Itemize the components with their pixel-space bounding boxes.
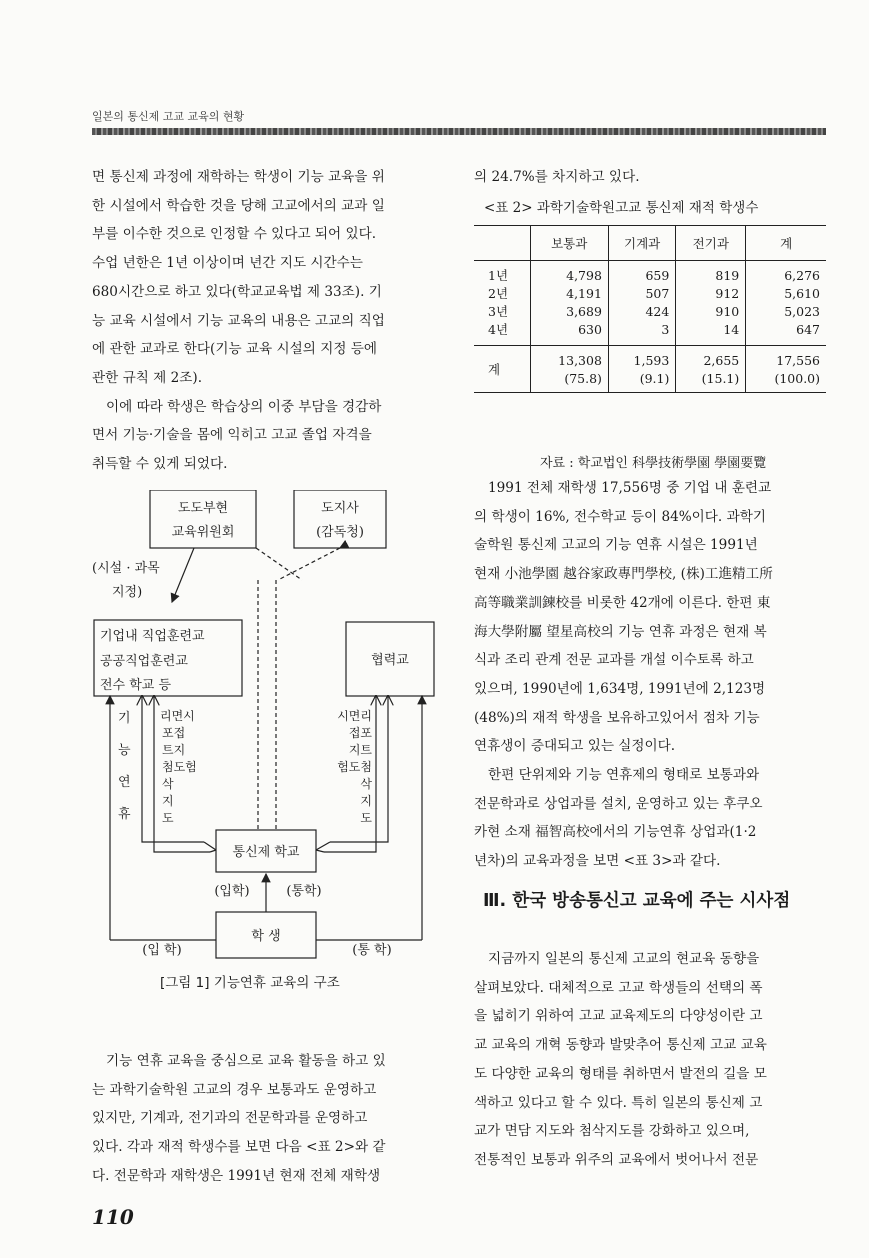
table-header-cell: 전기과: [676, 226, 746, 261]
text-line: 부를 이수한 것으로 인정할 수 있다고 되어 있다.: [92, 226, 377, 243]
text-line: 색하고 있다고 할 수 있다. 특히 일본의 통신제 고: [474, 1094, 763, 1111]
table-header-cell: 보통과: [530, 226, 608, 261]
governor-label-1: 도지사: [321, 501, 359, 516]
table-cell: 5,023: [746, 303, 826, 321]
right-paragraph-1: [474, 474, 827, 876]
vertical-label-3: 연: [118, 775, 131, 790]
text-line: 있으며, 1990년에 1,634명, 1991년에 2,123명: [474, 680, 766, 697]
right-line-top: [474, 163, 827, 192]
enroll-mid-label: (입학): [214, 884, 250, 899]
training-label-3: 전수 학교 등: [100, 678, 172, 693]
table-cell: 507: [608, 285, 675, 303]
text-line: 살펴보았다. 대체적으로 고교 학생들의 선택의 폭: [474, 979, 763, 996]
table-cell: 910: [676, 303, 746, 321]
left-paragraph-3: [92, 1047, 447, 1191]
partner-label: 협력교: [371, 653, 409, 668]
text-line: 의 학생이 16%, 전수학교 등이 84%이다. 과학기: [474, 508, 766, 525]
page-number: 110: [92, 1205, 134, 1229]
enrollment-table: [474, 225, 826, 393]
running-header: 일본의 통신제 고교 교육의 현황: [92, 110, 245, 123]
right-section-body: [474, 945, 827, 1175]
table-cell: [746, 346, 826, 393]
text-line: 능 교육 시설에서 기능 교육의 내용은 고교의 직업: [92, 312, 385, 329]
training-label-1: 기업내 직업훈련교: [100, 629, 205, 644]
table-header-cell: 기계과: [608, 226, 675, 261]
text-line: 도 다양한 교육의 형태를 취하면서 발전의 길을 모: [474, 1065, 767, 1082]
table-cell: 819: [676, 261, 746, 286]
table-cell: 4,798: [530, 261, 608, 286]
text-line: 교 교육의 개혁 동향과 발맞추어 통신제 고교 교육: [474, 1037, 767, 1054]
table-cell: [608, 346, 675, 393]
text-line: (48%)의 재적 학생을 보유하고있어서 점차 기능: [474, 709, 760, 726]
right-inner-4: 험도첨: [337, 760, 372, 774]
total-pct: (9.1): [639, 371, 670, 386]
prefecture-label-1: 도도부현: [177, 501, 229, 516]
text-line: 면서 기능·기술을 몸에 익히고 고교 졸업 자격을: [92, 427, 372, 444]
text-line: 680시간으로 하고 있다(학교교육법 제 33조). 기: [92, 283, 382, 300]
left-inner-3: 트지: [162, 743, 186, 757]
table-cell: 5,610: [746, 285, 826, 303]
table-cell: 1년: [488, 268, 509, 283]
text-line: 에 관한 교과로 한다(기능 교육 시설의 지정 등에: [92, 341, 378, 358]
table-total-row: [474, 346, 826, 393]
left-inner-6: 지: [162, 794, 174, 808]
table-title: <표 2> 과학기술학원고교 통신제 재적 학생수: [484, 200, 759, 216]
table-header-cell: [474, 226, 530, 261]
table-cell: [530, 346, 608, 393]
governor-label-2: (감독청): [316, 525, 364, 540]
text-line: 수업 년한은 1년 이상이며 년간 지도 시간수는: [92, 255, 363, 272]
text-line: 술학원 통신제 고교의 기능 연휴 시설은 1991년: [474, 537, 758, 554]
table-cell: [474, 346, 530, 393]
text-line: 다. 전문학과 재학생은 1991년 현재 전체 재학생: [92, 1167, 381, 1184]
text-line: 의 24.7%를 차지하고 있다.: [474, 169, 640, 185]
right-inner-7: 도: [360, 811, 372, 825]
text-line: 高等職業訓鍊校를 비롯한 42개에 이른다. 한편 東: [474, 594, 771, 611]
text-line: 한 시설에서 학습한 것을 당해 고교에서의 교과 일: [92, 197, 385, 214]
transfer-bottom-label: (통 학): [352, 943, 392, 958]
table-cell: 14: [676, 321, 746, 346]
right-inner-2: 접포: [348, 726, 372, 740]
figure-caption: [그림 1] 기능연휴 교육의 구조: [160, 975, 340, 991]
text-line: 지금까지 일본의 통신제 고교의 현교육 동향을: [488, 951, 760, 967]
text-line: 관한 규칙 제 2조).: [92, 369, 203, 386]
table-row: [474, 285, 826, 303]
table-cell: 3년: [488, 304, 509, 319]
table-row: [474, 261, 826, 286]
text-line: 교가 면담 지도와 첨삭지도를 강화하고 있으며,: [474, 1123, 750, 1140]
left-inner-1: 리면시: [160, 709, 195, 723]
right-inner-6: 지: [360, 794, 372, 808]
text-line: 전문학과로 상업과를 설치, 운영하고 있는 후쿠오: [474, 795, 763, 812]
text-line: 취득할 수 있게 되었다.: [92, 456, 228, 473]
table-cell: 3: [608, 321, 675, 346]
total-label: 계: [488, 362, 501, 377]
text-line: 海大學附屬 望星高校의 기능 연휴 과정은 현재 복: [474, 623, 767, 640]
table-cell: 630: [530, 321, 608, 346]
right-inner-3: 지트: [348, 743, 372, 757]
total-pct: (75.8): [564, 371, 602, 386]
text-line: 이에 따라 학생은 학습상의 이중 부담을 경감하: [106, 398, 382, 415]
table-cell: 659: [608, 261, 675, 286]
text-line: 면 통신제 과정에 재학하는 학생이 기능 교육을 위: [92, 169, 385, 185]
text-line: 기능 연휴 교육을 중심으로 교육 활동을 하고 있: [106, 1053, 386, 1069]
school-label: 통신제 학교: [232, 845, 300, 860]
vertical-label-4: 휴: [118, 807, 131, 822]
table-cell: 424: [608, 303, 675, 321]
left-inner-2: 포접: [162, 726, 186, 740]
enroll-bottom-label: (입 학): [142, 943, 182, 958]
text-line: 는 과학기술학원 고교의 경우 보통과도 운영하고: [92, 1081, 377, 1098]
vertical-label-1: 기: [118, 711, 131, 726]
training-label-2: 공공직업훈련교: [100, 654, 188, 669]
transfer-mid-label: (통학): [286, 884, 322, 899]
total-value: 13,308: [558, 353, 602, 368]
section-title: Ⅲ. 한국 방송통신고 교육에 주는 시사점: [483, 891, 791, 911]
vertical-label-2: 능: [118, 743, 131, 758]
right-inner-1: 시면리: [337, 709, 372, 723]
text-line: 카현 소재 福智高校에서의 기능연휴 상업과(1·2: [474, 824, 757, 841]
table-cell: [676, 346, 746, 393]
total-value: 1,593: [633, 353, 670, 368]
table-cell: 6,276: [746, 261, 826, 286]
table-row: [474, 321, 826, 346]
total-value: 17,556: [776, 353, 820, 368]
right-inner-5: 삭: [360, 777, 372, 791]
student-label: 학 생: [251, 929, 281, 944]
text-line: 있지만, 기계과, 전기과의 전문학과를 운영하고: [92, 1110, 368, 1127]
text-line: 있다. 각과 재적 학생수를 보면 다음 <표 2>와 같: [92, 1139, 386, 1156]
table-header-cell: 계: [746, 226, 826, 261]
table-cell: 4,191: [530, 285, 608, 303]
text-line: 1991 전체 재학생 17,556명 중 기업 내 훈련교: [488, 480, 772, 496]
table-cell: 2년: [488, 286, 509, 301]
table-row: [474, 303, 826, 321]
total-value: 2,655: [703, 353, 740, 368]
table-source: 자료 : 학교법인 科學技術學園 學園要覽: [540, 456, 767, 471]
table-cell: 3,689: [530, 303, 608, 321]
designation-label-2: 지정): [112, 585, 143, 600]
text-line: 을 넓히기 위하여 고교 교육제도의 다양성이란 고: [474, 1008, 763, 1025]
table-cell: 647: [746, 321, 826, 346]
text-line: 현재 小池學園 越谷家政專門學校, (株)工進精工所: [474, 566, 773, 583]
text-line: 식과 조리 관계 전문 교과를 개설 이수토록 하고: [474, 652, 754, 669]
left-inner-7: 도: [162, 811, 174, 825]
total-pct: (100.0): [774, 371, 820, 386]
prefecture-label-2: 교육위원회: [171, 525, 235, 540]
total-pct: (15.1): [701, 371, 740, 386]
table-cell: 912: [676, 285, 746, 303]
left-inner-5: 삭: [162, 777, 174, 791]
header-rule: [92, 128, 826, 135]
designation-label-1: (시설 · 과목: [92, 561, 160, 576]
function-linkage-diagram: [92, 490, 452, 965]
left-inner-4: 첨도험: [162, 760, 197, 774]
left-paragraph-1: [92, 163, 447, 479]
table-header-row: [474, 226, 826, 261]
text-line: 전통적인 보통과 위주의 교육에서 벗어나서 전문: [474, 1151, 759, 1168]
text-line: 연휴생이 증대되고 있는 실정이다.: [474, 738, 676, 755]
text-line: 한편 단위제와 기능 연휴제의 형태로 보통과와: [488, 767, 760, 784]
table-cell: 4년: [488, 322, 509, 337]
text-line: 년차)의 교육과정을 보면 <표 3>과 같다.: [474, 853, 721, 870]
